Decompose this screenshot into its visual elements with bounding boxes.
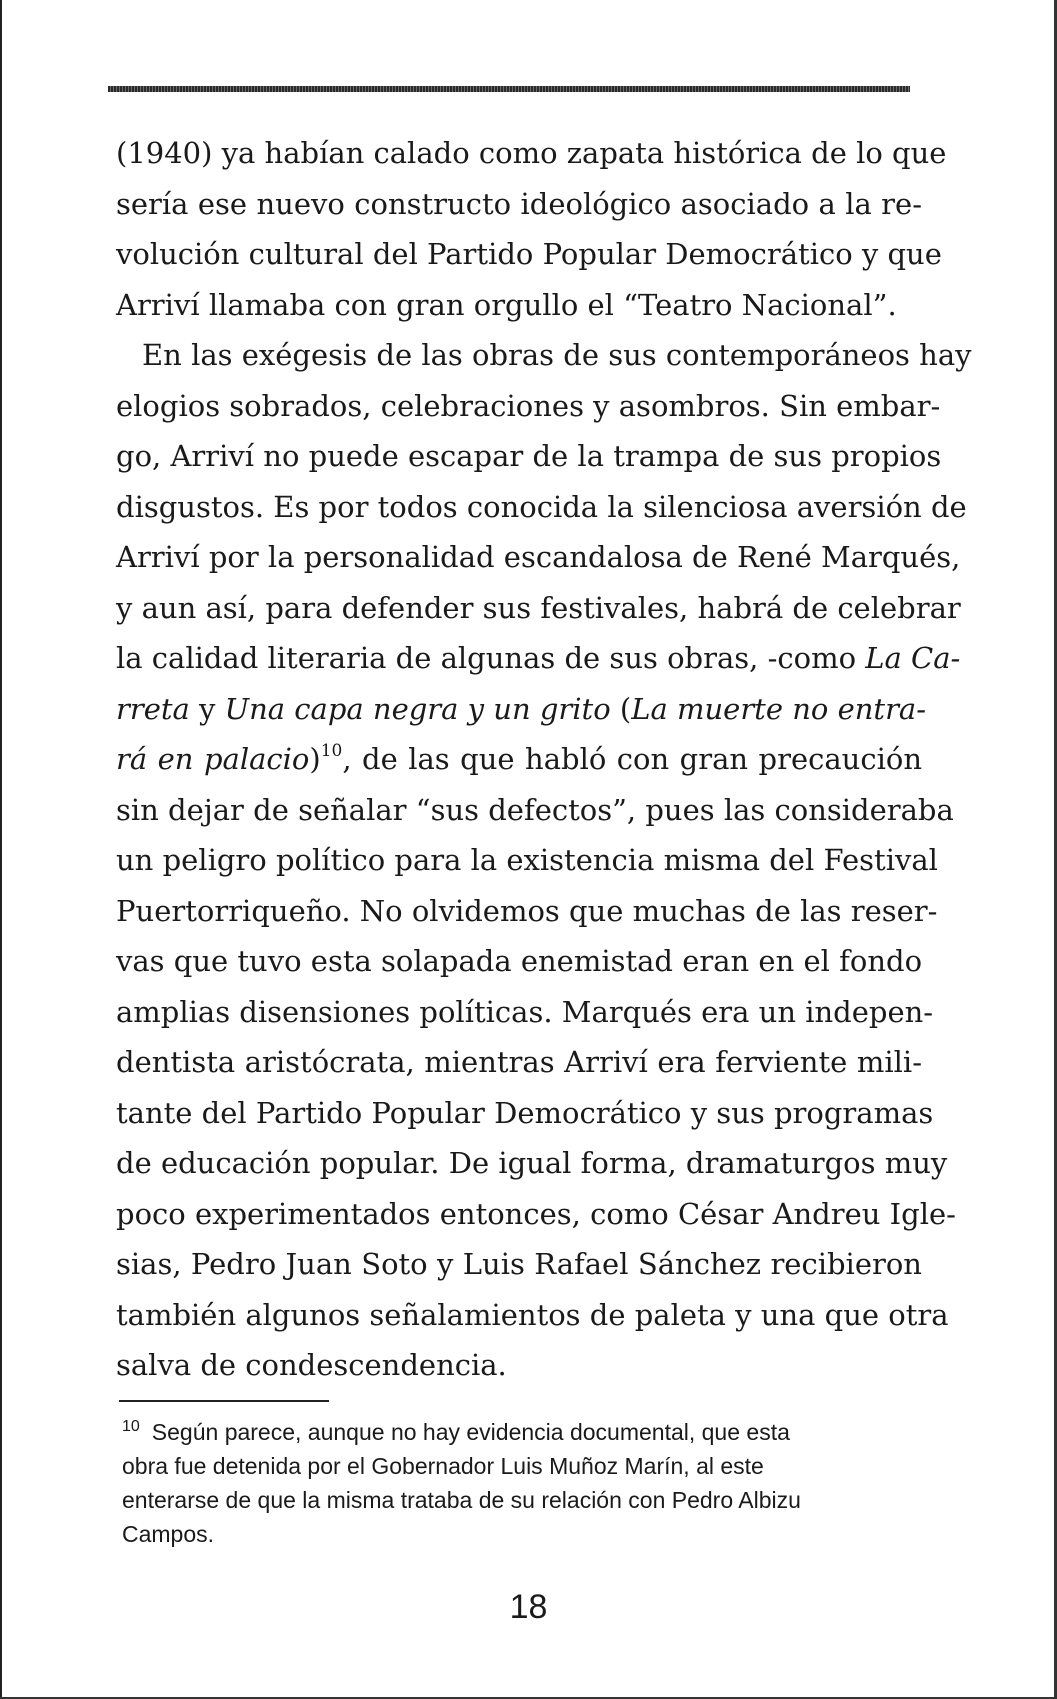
text-line: un peligro político para la existencia misma del Festival xyxy=(116,843,938,877)
page-number: 18 xyxy=(509,1588,548,1626)
text-line: también algunos señalamientos de paleta y una que otra xyxy=(116,1297,949,1332)
italic-title-run: La Ca- xyxy=(865,641,961,675)
text-line: (1940) ya habían calado como zapata histórica de lo que xyxy=(116,136,947,170)
italic-title-run: rreta xyxy=(116,691,190,726)
footnote xyxy=(122,1415,922,1551)
italic-title-run: La muerte no entra- xyxy=(631,691,927,726)
scan-edge-left xyxy=(0,0,2,1699)
text-line xyxy=(116,734,922,785)
text-run: ( xyxy=(610,691,632,726)
italic-title-run: Una capa negra y un grito xyxy=(224,691,611,726)
text-line: elogios sobrados, celebraciones y asombros. Sin embar- xyxy=(116,388,941,423)
text-line: salva de condescendencia. xyxy=(116,1348,507,1382)
text-line: de educación popular. De igual forma, dramaturgos muy xyxy=(116,1146,948,1180)
text-line: Arriví por la personalidad escandalosa de René Marqués, xyxy=(116,540,961,574)
text-line xyxy=(116,633,961,684)
body-text xyxy=(116,128,972,1391)
italic-title-run: rá en palacio xyxy=(116,742,310,776)
text-line: y aun así, para defender sus festivales, habrá de celebrar xyxy=(116,590,961,625)
text-line: dentista aristócrata, mientras Arriví era ferviente mili- xyxy=(116,1045,922,1079)
text-line xyxy=(116,684,927,735)
text-line: volución cultural del Partido Popular Democrático y que xyxy=(116,237,942,271)
footnote-line: enterarse de que la misma trataba de su relación con Pedro Albizu xyxy=(122,1487,801,1513)
header-rule xyxy=(108,86,910,92)
footnote-number: 10 xyxy=(122,1418,140,1435)
text-line: Arriví llamaba con gran orgullo el “Teatro Nacional”. xyxy=(116,287,897,322)
text-line: En las exégesis de las obras de sus contemporáneos hay xyxy=(142,338,972,372)
text-line: sin dejar de señalar “sus defectos”, pues las consideraba xyxy=(116,792,954,827)
text-line: vas que tuvo esta solapada enemistad eran en el fondo xyxy=(116,944,923,978)
text-line: disgustos. Es por todos conocida la silenciosa aversión de xyxy=(116,489,967,524)
footnote-line: Campos. xyxy=(122,1521,215,1547)
footnote-line xyxy=(122,1415,922,1449)
footnote-reference[interactable]: 10 xyxy=(320,741,343,761)
text-line: go, Arriví no puede escapar de la trampa de sus propios xyxy=(116,439,942,473)
footnote-separator xyxy=(119,1400,329,1402)
text-run: y xyxy=(189,691,225,726)
text-line: sería ese nuevo constructo ideológico asociado a la re- xyxy=(116,186,922,221)
text-line: amplias disensiones políticas. Marqués era un indepen- xyxy=(116,994,934,1029)
text-run: la calidad literaria de algunas de sus obras, -como xyxy=(116,641,866,675)
text-line: sias, Pedro Juan Soto y Luis Rafael Sánchez recibieron xyxy=(116,1247,922,1281)
text-line: Puertorriqueño. No olvidemos que muchas de las reser- xyxy=(116,893,938,928)
text-run: ) xyxy=(309,742,321,776)
footnote-line: obra fue detenida por el Gobernador Luis Muñoz Marín, al este xyxy=(122,1453,764,1479)
footnote-text: Según parece, aunque no hay evidencia documental, que esta xyxy=(151,1419,790,1445)
text-line: poco experimentados entonces, como César Andreu Igle- xyxy=(116,1196,956,1231)
text-line: tante del Partido Popular Democrático y sus programas xyxy=(116,1095,934,1130)
text-run: , de las que habló con gran precaución xyxy=(342,742,922,776)
